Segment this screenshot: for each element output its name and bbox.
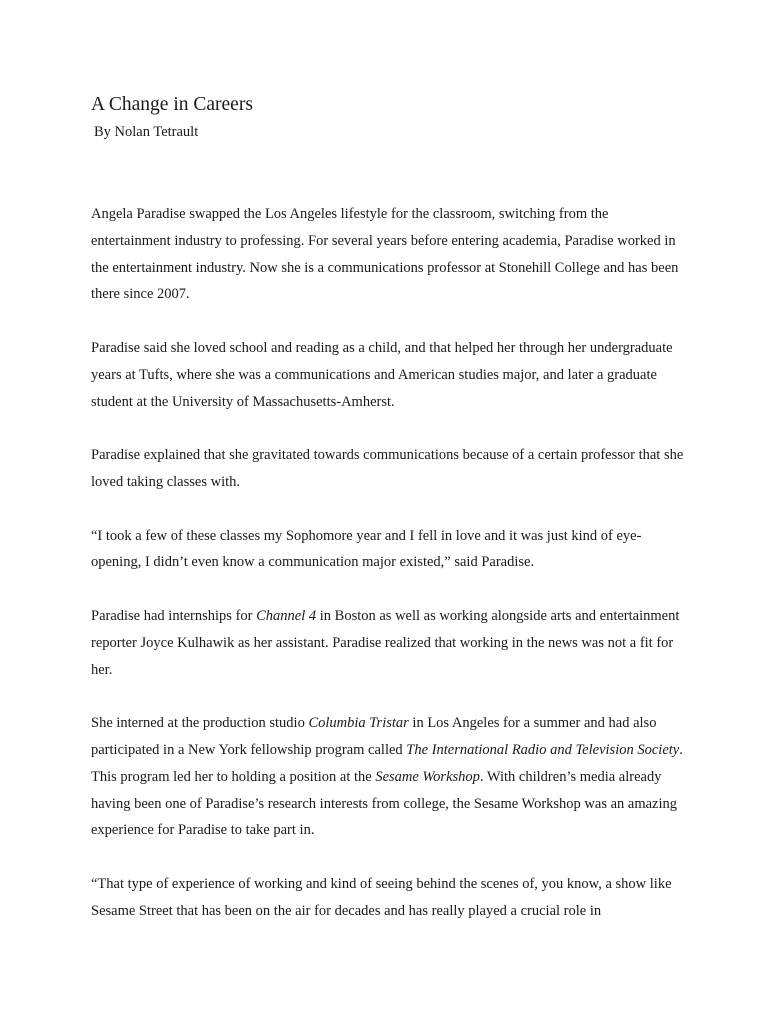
article-paragraph	[91, 710, 691, 844]
text-run: “That type of experience of working and kind of seeing behind the scenes of, you know, a show like Sesame Street that has been on the air for decades and has really played a crucial role in	[91, 875, 672, 919]
article-paragraph	[91, 523, 691, 577]
article-paragraph	[91, 442, 691, 496]
italic-text-run: The International Radio and Television Society	[406, 741, 680, 758]
italic-text-run: Sesame Workshop	[375, 768, 480, 785]
italic-text-run: Columbia Tristar	[308, 715, 409, 732]
italic-text-run: Channel 4	[256, 607, 317, 624]
article-title: A Change in Careers	[91, 94, 253, 115]
text-run: Paradise explained that she gravitated towards communications because of a certain professor that she loved taking classes with.	[91, 447, 684, 490]
text-run: “I took a few of these classes my Sophomore year and I fell in love and it was just kind of eye-opening, I didn’t even know a communication major existed,” said Paradise.	[91, 527, 642, 571]
text-run: in Los Angeles for a summer and had also participated in a New York fellowship program called	[91, 715, 657, 758]
text-run: . With children’s media already having been one of Paradise’s research interests from college, the Sesame Workshop was an amazing experience for Paradise to take part in.	[91, 768, 678, 839]
text-run: She interned at the production studio	[91, 715, 309, 732]
text-run: in Boston as well as working alongside arts and entertainment reporter Joyce Kulhawik as her assistant. Paradise realized that working in the news was not a fit for her.	[91, 607, 680, 678]
text-run: Paradise said she loved school and reading as a child, and that helped her through her undergraduate years at Tufts, where she was a communications and American studies major, and later a graduate student at the University of Massachusetts-Amherst.	[91, 339, 673, 410]
text-run: . This program led her to holding a position at the	[91, 741, 683, 785]
article-paragraph	[91, 201, 691, 308]
document-page	[91, 92, 691, 951]
article-paragraph	[91, 871, 691, 925]
article-paragraph	[91, 603, 691, 683]
article-body	[91, 201, 691, 925]
article-paragraph	[91, 335, 691, 415]
text-run: Angela Paradise swapped the Los Angeles lifestyle for the classroom, switching from the entertainment industry to professing. For several years before entering academia, Paradise worked in the entertainment industry. Now she is a communications professor at Stonehill College and has been there since 2007.	[91, 206, 679, 303]
article-byline: By Nolan Tetrault	[94, 124, 199, 140]
text-run: Paradise had internships for	[91, 607, 257, 624]
